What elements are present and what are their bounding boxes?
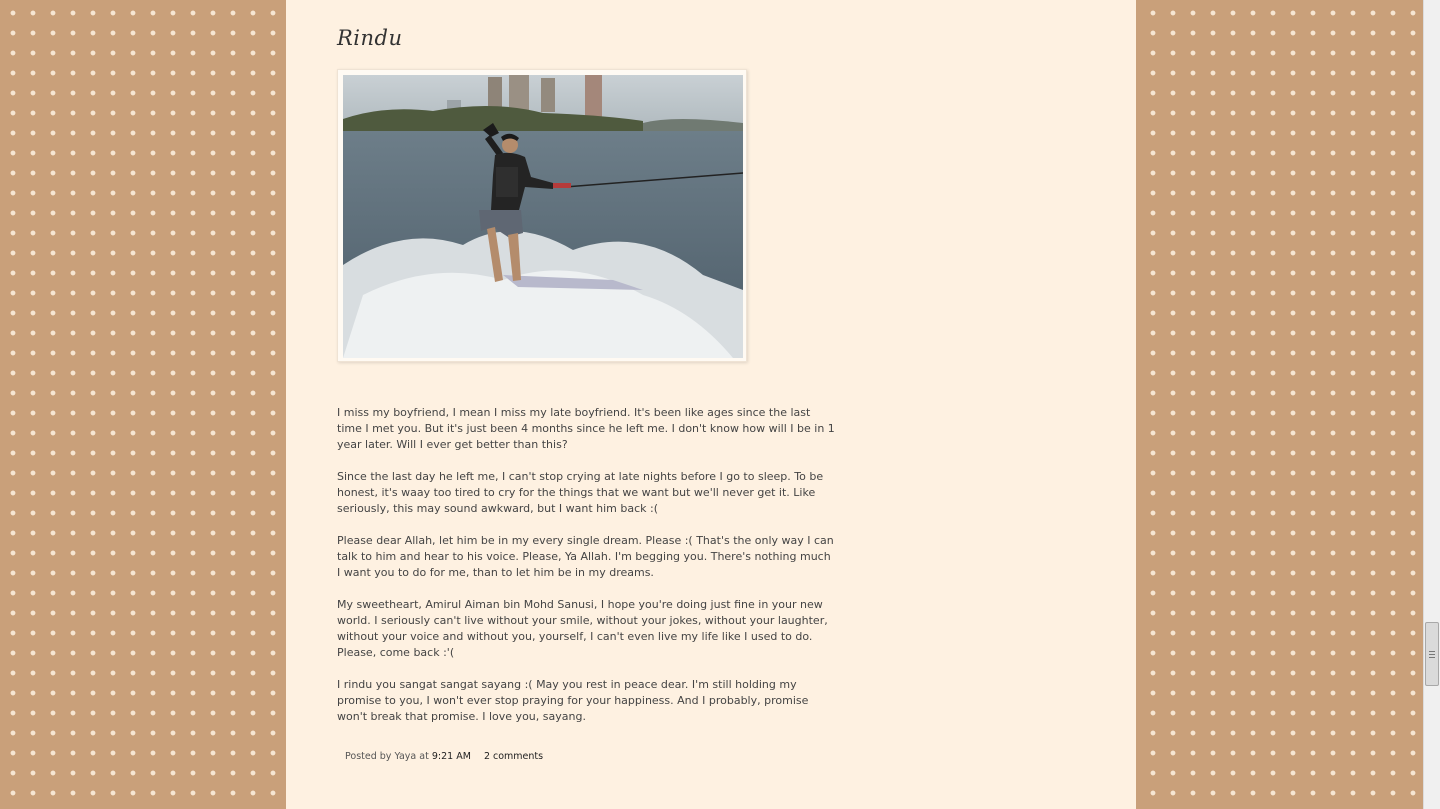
grip-icon xyxy=(1429,657,1435,658)
post-footer xyxy=(345,751,543,762)
post-author: Yaya xyxy=(394,751,417,762)
grip-icon xyxy=(1429,651,1435,652)
posted-by-label: Posted by xyxy=(345,751,392,762)
post-body xyxy=(337,405,837,741)
post-paragraph: Since the last day he left me, I can't stop crying at late nights before I go to sleep. To be honest, it's waay too tired to cry for the things that we want but we'll never get it. Like seriously, this may sound awkward, but I want him back :( xyxy=(337,470,824,515)
post-photo[interactable] xyxy=(343,75,743,358)
at-label: at xyxy=(419,751,429,762)
post-photo-frame xyxy=(337,69,747,362)
post-title[interactable]: Rindu xyxy=(337,26,403,50)
post-paragraph: I rindu you sangat sangat sayang :( May you rest in peace dear. I'm still holding my promise to you, I won't ever stop praying for your happiness. And I probably, promise won't break that promise. I love you, sayang. xyxy=(337,678,809,723)
comments-link[interactable]: 2 comments xyxy=(483,751,544,762)
post-paragraph: I miss my boyfriend, I mean I miss my late boyfriend. It's been like ages since the last time I met you. But it's just been 4 months since he left me. I don't know how will I be in 1 year later. Will I ever get better than this? xyxy=(337,406,835,451)
vertical-scrollbar[interactable] xyxy=(1423,0,1440,809)
grip-icon xyxy=(1429,654,1435,655)
post-paragraph: My sweetheart, Amirul Aiman bin Mohd Sanusi, I hope you're doing just fine in your new world. I seriously can't live without your smile, without your jokes, without your laughter, without your voice and without you, yourself, I can't even live my life like I used to do. Please, come back :'( xyxy=(337,598,828,659)
post-timestamp-link[interactable]: 9:21 AM xyxy=(431,751,471,762)
scrollbar-thumb[interactable] xyxy=(1425,622,1439,686)
post-paragraph: Please dear Allah, let him be in my every single dream. Please :( That's the only way I can talk to him and hear to his voice. Please, Ya Allah. I'm begging you. There's nothing much I want you to do for me, than to let him be in my dreams. xyxy=(337,534,834,579)
main-column xyxy=(286,0,1136,809)
